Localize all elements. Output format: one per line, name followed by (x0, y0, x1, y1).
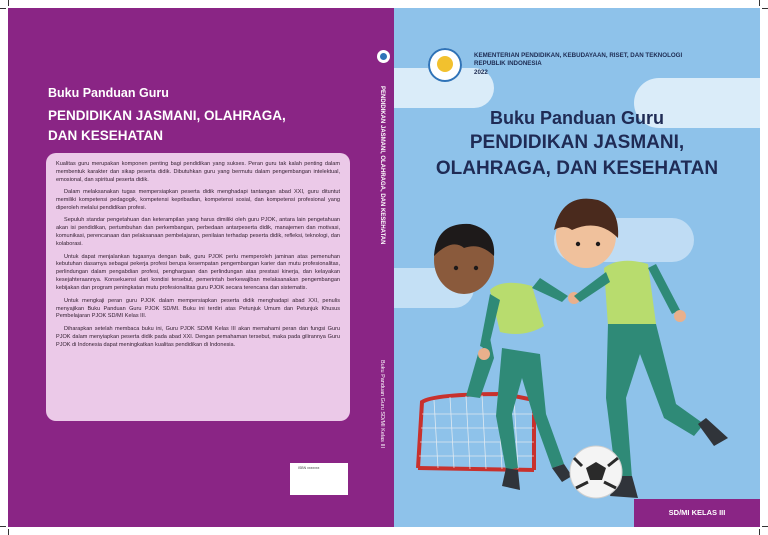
blurb-paragraph: Kualitas guru merupakan komponen penting bagi pendidikan yang sukses. Peran guru tak kalah penting dalam membentuk karakter dan sikap peserta didik. Dibutuhkan guru yang bermutu dalam pengembangan intelektual, emosional, dan spiritual peserta didik. (56, 161, 340, 183)
ministry-line1: KEMENTERIAN PENDIDIKAN, KEBUDAYAAN, RISET, DAN TEKNOLOGI (474, 52, 683, 59)
spine-logo-icon (377, 50, 390, 63)
ministry-line2: REPUBLIK INDONESIA (474, 60, 542, 68)
blurb-paragraph: Dalam melaksanakan tugas mempersiapkan peserta didik menghadapi tantangan abad XXI, guru dituntut memiliki kompetensi pedagogik, kompetensi kepribadian, kompetensi sosial, dan kompetensi profesional yang diperoleh melalui pendidikan profesi. (56, 189, 340, 212)
back-title-line2: DAN KESEHATAN (48, 128, 164, 143)
blurb-paragraph: Untuk dapat menjalankan tugasnya dengan baik, guru PJOK perlu memperoleh jaminan atas pemenuhan kebutuhan dasarnya sebagai pekerja profesi berupa kesempatan pengembangan karier dan mutu profesionalitas, perlindungan dalam pengabdian profesi, penghargaan dan perlindungan atas prestasi kinerja, dan kelayakan kesejahteraannya. Konsekuensi dari kondisi tersebut, pemerintah berkewajiban melaksanakan pengembangan kebijakan dan program peningkatan mutu profesionalitas guru PJOK secara terencana dan sistematis. (56, 253, 340, 292)
ministry-logo-icon (428, 48, 462, 82)
publication-year: 2022 (474, 68, 488, 76)
crop-mark (8, 529, 9, 535)
crop-mark (8, 0, 9, 6)
crop-mark (0, 8, 6, 9)
front-title-line1: PENDIDIKAN JASMANI, (469, 132, 685, 153)
crop-mark (762, 526, 768, 527)
front-title-small: Buku Panduan Guru (489, 108, 664, 128)
soccer-ball-icon (570, 446, 622, 498)
isbn-label: ISBN xxxxxxx (298, 466, 320, 470)
ministry-text (474, 52, 724, 77)
back-title-line1: PENDIDIKAN JASMANI, OLAHRAGA, (48, 108, 286, 123)
spine-subtitle: Buku Panduan Guru SD/MI Kelas III (379, 360, 385, 449)
spine (372, 8, 394, 527)
back-title-small: Buku Panduan Guru (48, 86, 169, 100)
front-title (414, 130, 740, 182)
crop-mark (759, 0, 760, 6)
crop-mark (759, 529, 760, 535)
blurb-paragraph: Sepuluh standar pengetahuan dan keterampilan yang harus dimiliki oleh guru PJOK, antara lain pengetahuan akan isi pendidikan, pertumbuhan dan perkembangan, perbedaan antarpeserta didik, manajemen dan motivasi, komunikasi, perencanaan dan pelaksanaan pembelajaran, penilaian terhadap peserta didik, refleksi, teknologi, dan kolaborasi. (56, 217, 340, 248)
soccer-illustration (394, 178, 760, 527)
front-cover (394, 8, 760, 527)
isbn-barcode-box (290, 463, 348, 495)
crop-mark (0, 526, 6, 527)
spine-title: PENDIDIKAN JASMANI, OLAHRAGA, DAN KESEHATAN (379, 86, 385, 245)
front-title-line2: OLAHRAGA, DAN KESEHATAN (435, 158, 719, 179)
grade-badge-label: SD/MI KELAS III (668, 508, 726, 517)
blurb-paragraph: Untuk mengkaji peran guru PJOK dalam mempersiapkan peserta didik menghadapi abad XXI, penulis menyajikan Buku Panduan Guru PJOK SD/MI. Buku ini terdiri atas Petunjuk Umum dan Petunjuk Khusus Pembelajaran PJOK SD/MI Kelas III. (56, 297, 340, 320)
back-cover (8, 8, 372, 527)
grade-badge (634, 499, 760, 527)
left-boy (434, 224, 580, 490)
back-title (48, 106, 328, 146)
crop-mark (762, 8, 768, 9)
blurb-paragraph: Diharapkan setelah membaca buku ini, Guru PJOK SD/MI Kelas III akan memahami peran dan fungsi Guru PJOK dalam menyiapkan peserta didik pada abad XXI. Dengan pemahaman tersebut, maka pada gilirannya Guru PJOK di Indonesia dapat meningkatkan kualitas pendidikan di Indonesia. (56, 325, 340, 348)
blurb-box (46, 153, 350, 421)
